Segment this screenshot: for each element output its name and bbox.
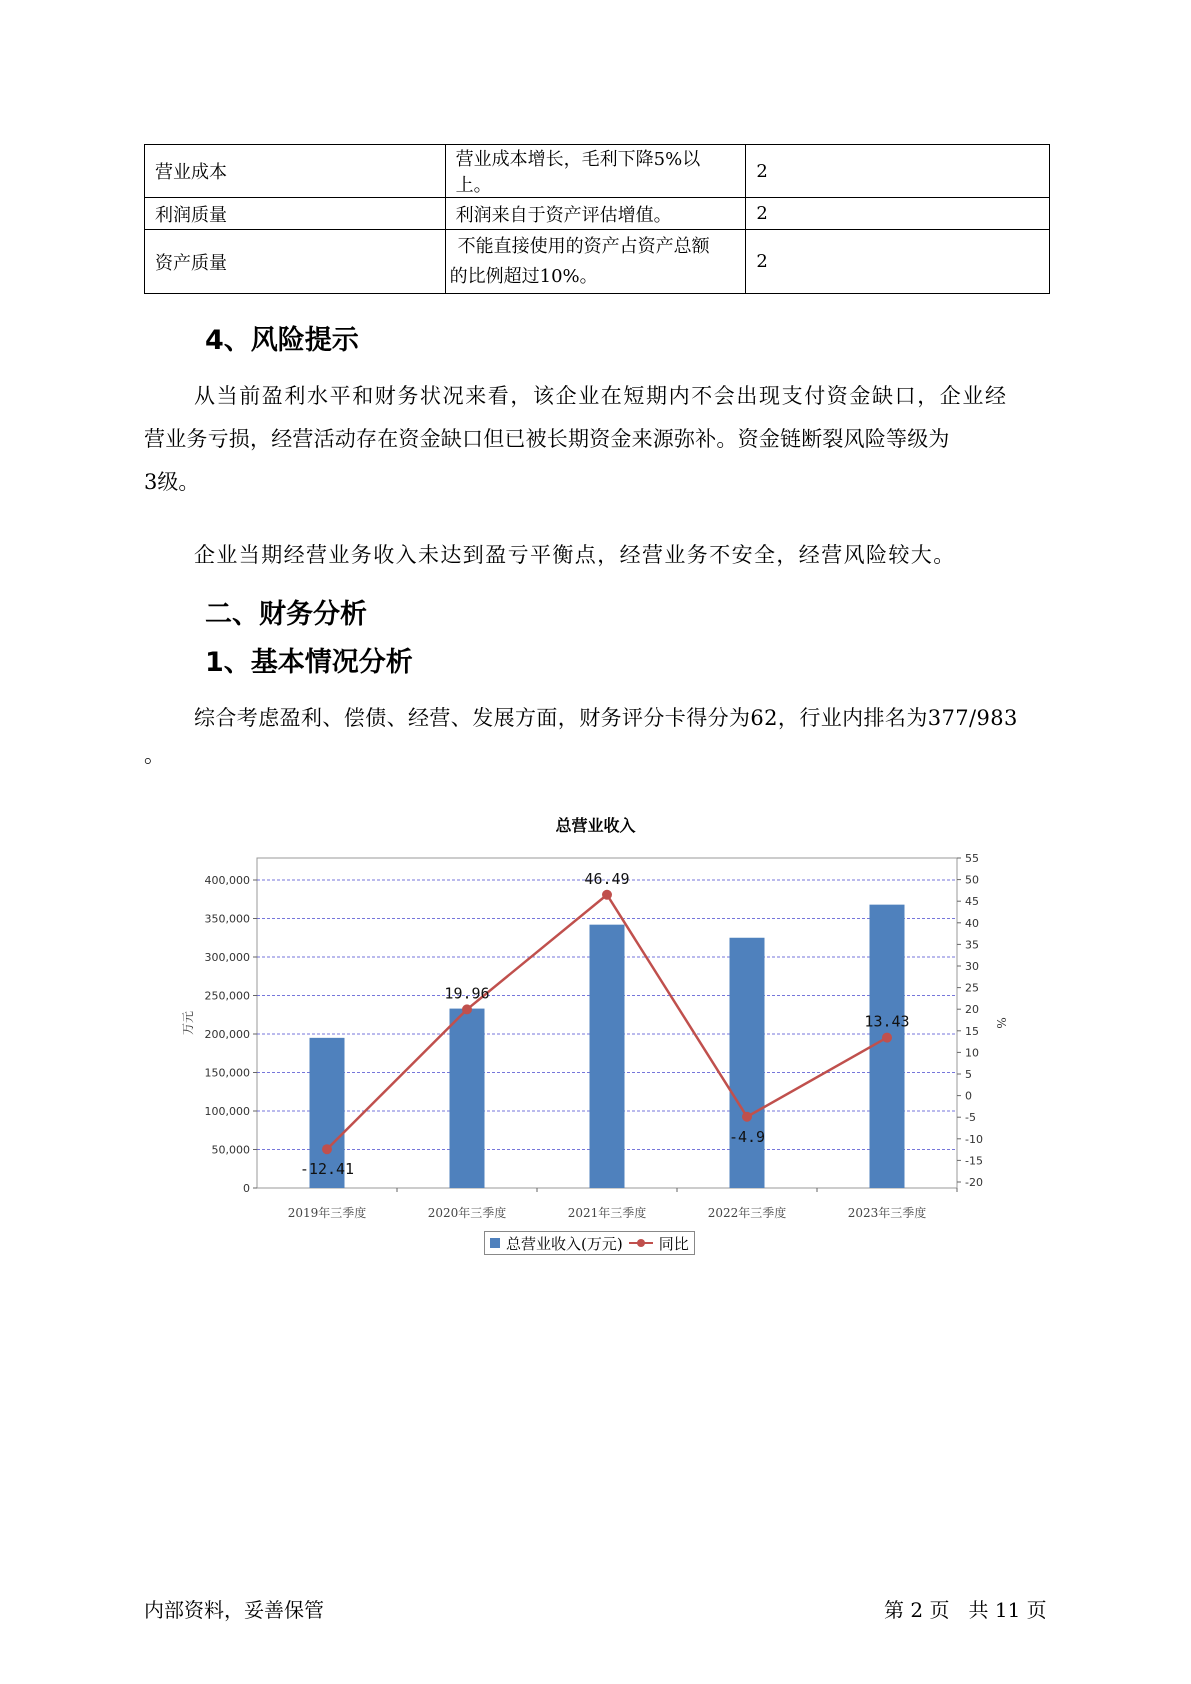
- x-tick-label: 2021年三季度: [567, 1206, 647, 1220]
- table-cell-item: 资产质量: [145, 230, 446, 294]
- footer-page-number: 第 2 页 共 11 页: [884, 1598, 1047, 1622]
- y2-tick-label: -20: [965, 1176, 983, 1189]
- section-heading-finance: 二、财务分析: [205, 599, 367, 630]
- table-cell-condition: 营业成本增长，毛利下降5%以上。: [445, 145, 746, 198]
- yoy-point: [602, 890, 612, 900]
- revenue-chart: [180, 840, 1020, 1230]
- risk-paragraph: [144, 375, 1054, 504]
- x-tick-label: 2022年三季度: [707, 1206, 787, 1220]
- risk-paragraph-2: 企业当期经营业务收入未达到盈亏平衡点，经营业务不安全，经营风险较大。: [194, 543, 956, 567]
- legend-line-swatch: [629, 1237, 653, 1249]
- legend-label-yoy: 同比: [658, 1234, 689, 1253]
- data-label: 19.96: [444, 984, 490, 1003]
- y2-tick-label: 20: [965, 1003, 979, 1017]
- bar: [590, 925, 625, 1188]
- legend-label-revenue: 总营业收入(万元): [506, 1234, 623, 1253]
- paragraph-line: 3级。: [144, 470, 200, 494]
- chart-title: 总营业收入: [555, 816, 636, 835]
- y2-tick-label: 30: [965, 960, 979, 973]
- table-row: [145, 198, 1050, 230]
- paragraph-line: 综合考虑盈利、偿债、经营、发展方面，财务评分卡得分为62，行业内排名为377/983: [194, 706, 1018, 730]
- bar: [870, 905, 905, 1188]
- data-label: -4.9: [728, 1127, 766, 1146]
- bar: [450, 1009, 485, 1188]
- y2-tick-label: 10: [965, 1046, 979, 1060]
- x-tick-label: 2023年三季度: [847, 1206, 927, 1220]
- section-heading-risk: 4、风险提示: [205, 325, 359, 356]
- table-cell-condition: [445, 230, 746, 294]
- y2-tick-label: 0: [965, 1089, 972, 1103]
- y2-tick-label: -15: [965, 1154, 983, 1168]
- y-tick-label: 200,000: [204, 1028, 250, 1041]
- table-cell-score: 2: [746, 198, 1050, 230]
- paragraph-line: 。: [144, 743, 165, 767]
- condition-line: 的比例超过10%。: [449, 265, 598, 287]
- y-tick-label: 150,000: [204, 1066, 250, 1080]
- table-cell-score: 2: [746, 145, 1050, 198]
- footer-left: 内部资料，妥善保管: [144, 1598, 324, 1622]
- yoy-point: [322, 1144, 332, 1154]
- y2-tick-label: 5: [965, 1068, 972, 1081]
- yoy-point: [742, 1112, 752, 1122]
- y2-tick-label: 55: [965, 852, 979, 865]
- chart-legend: [484, 1231, 695, 1255]
- table-row: [145, 230, 1050, 294]
- data-label: 46.49: [584, 869, 630, 888]
- y2-tick-label: -5: [965, 1111, 976, 1125]
- y-axis-label: 万元: [181, 1010, 195, 1036]
- data-label: -12.41: [299, 1160, 355, 1179]
- y-tick-label: 350,000: [204, 912, 250, 926]
- yoy-point: [462, 1004, 472, 1014]
- subsection-heading-basic: 1、基本情况分析: [205, 647, 413, 678]
- table-cell-condition: 利润来自于资产评估增值。: [445, 198, 746, 230]
- table-cell-item: 营业成本: [145, 145, 446, 198]
- y2-tick-label: -10: [965, 1132, 983, 1146]
- y-tick-label: 50,000: [211, 1143, 250, 1157]
- table-row: [145, 145, 1050, 198]
- y2-tick-label: 40: [965, 916, 979, 930]
- y2-tick-label: 45: [965, 895, 979, 909]
- condition-line: 不能直接使用的资产占资产总额: [457, 235, 710, 257]
- y-tick-label: 300,000: [204, 951, 250, 964]
- paragraph-line: 从当前盈利水平和财务状况来看，该企业在短期内不会出现支付资金缺口，企业经: [194, 384, 1008, 408]
- x-tick-label: 2019年三季度: [287, 1206, 367, 1220]
- table-cell-score: 2: [746, 230, 1050, 294]
- paragraph-line: 营业务亏损，经营活动存在资金缺口但已被长期资金来源弥补。资金链断裂风险等级为: [144, 427, 950, 451]
- y2-tick-label: 50: [965, 873, 979, 887]
- table-cell-item: 利润质量: [145, 198, 446, 230]
- y2-axis-label: %: [994, 1017, 1008, 1029]
- y-tick-label: 400,000: [204, 874, 250, 887]
- finance-paragraph: [144, 697, 1074, 770]
- risk-table: [144, 144, 1050, 294]
- y-tick-label: 0: [243, 1182, 250, 1195]
- x-tick-label: 2020年三季度: [427, 1206, 507, 1220]
- bar: [730, 938, 765, 1188]
- data-label: 13.43: [864, 1012, 910, 1031]
- y2-tick-label: 25: [965, 981, 979, 995]
- legend-bar-swatch: [490, 1238, 500, 1248]
- y-tick-label: 100,000: [204, 1105, 250, 1118]
- yoy-point: [882, 1033, 892, 1043]
- y-tick-label: 250,000: [204, 989, 250, 1003]
- y2-tick-label: 15: [965, 1024, 979, 1038]
- y2-tick-label: 35: [965, 938, 979, 952]
